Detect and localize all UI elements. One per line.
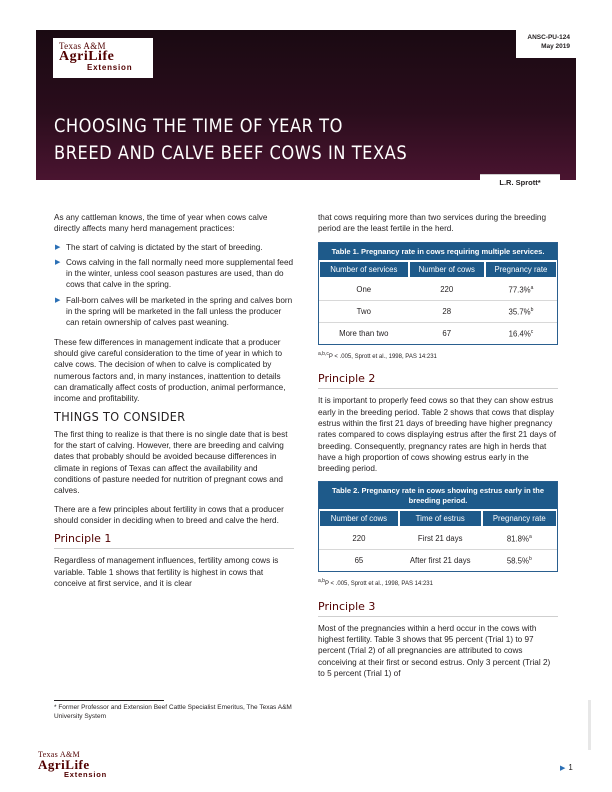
table-header-cell: Time of estrus	[400, 511, 481, 526]
bullet-arrow-icon: ▶	[55, 243, 61, 251]
title-line-2: BREED AND CALVE BEEF COWS IN TEXAS	[54, 143, 408, 164]
bullet-arrow-icon: ▶	[55, 296, 61, 304]
table-2	[318, 481, 558, 572]
margin-bar	[588, 700, 591, 750]
principle-2-heading: Principle 2	[318, 373, 558, 389]
author-label: L.R. Sprott*	[480, 174, 560, 190]
bullet-arrow-icon: ▶	[55, 258, 61, 266]
principle-1-heading: Principle 1	[54, 533, 294, 549]
logo-text-line3: Extension	[87, 63, 133, 72]
intro-paragraph: As any cattleman knows, the time of year when cows calve directly affects many herd management practices:	[54, 213, 268, 234]
table-header-cell: Number of cows	[410, 262, 484, 277]
logo-text-line1: Texas A&M	[38, 750, 80, 759]
table-2-title: Table 2. Pregnancy rate in cows showing estrus early in the breeding period.	[319, 482, 557, 509]
table-row: Two 28 35.7%$^b$	[319, 300, 557, 322]
things-paragraph-1: The first thing to realize is that there is no single date that is best for the start of calving. However, there are breeding and calving dates that probably should be avoided because differences in climate in regions of Texas can affect the availability and conditions of pasture needed for nutrition of pregnant cows and calves.	[54, 429, 288, 496]
author-footnote: * Former Professor and Extension Beef Cattle Specialist Emeritus, The Texas A&M University System	[54, 704, 292, 720]
table-2-note: $^{a,b}$P < .005, Sprott et al., 1998, PAS 14:231	[318, 578, 433, 588]
footnote-divider	[54, 700, 164, 701]
publication-code: ANSC-PU-124	[527, 34, 570, 41]
list-item: ▶ Cows calving in the fall normally need more supplemental feed in the winter, unless cool season pastures are used, than do cows that calve in the spring.	[55, 257, 294, 290]
page-arrow-icon: ▶	[560, 765, 566, 772]
title-line-1: CHOOSING THE TIME OF YEAR TO	[54, 116, 343, 137]
table-header-cell: Pregnancy rate	[483, 511, 556, 526]
table-row: 65 After first 21 days 58.5%$^b$	[319, 550, 557, 571]
continued-paragraph: that cows requiring more than two services during the breeding period are the least fertile in the herd.	[318, 213, 547, 234]
table-1-title: Table 1. Pregnancy rate in cows requiring multiple services.	[319, 243, 557, 261]
list-item: ▶ Fall-born calves will be marketed in the spring and calves born in the spring will be marketed in the fall unless the producer can retain ownership of calves past weaning.	[55, 295, 293, 328]
table-header-cell: Number of services	[320, 262, 408, 277]
publication-date: May 2019	[541, 43, 570, 50]
table-1	[318, 242, 558, 345]
page-number: ▶ 1	[560, 763, 573, 772]
document-title	[54, 113, 441, 167]
right-column	[318, 212, 558, 686]
table-header-cell: Number of cows	[320, 511, 398, 526]
principle-3-text: Most of the pregnancies within a herd occur in the cows with highest fertility. Table 3 shows that 95 percent (Trial 1) to 97 percent (Trial 2) of all pregnancies are attributed to cows conceiving at their first or second estrus. Only 3 percent (Trial 2) to 5 percent (Trial 1) of	[318, 623, 551, 678]
table-row: 220 First 21 days 81.8%$^a$	[352, 534, 532, 545]
things-paragraph-2: There are a few principles about fertility in cows that a producer should consider in deciding when to breed and calve the herd.	[54, 504, 284, 525]
management-bullet-list	[55, 242, 294, 329]
things-to-consider-heading: THINGS TO CONSIDER	[54, 409, 186, 425]
left-column	[54, 212, 294, 596]
principle-2-text: It is important to properly feed cows so that they can show estrus early in the breeding period. Table 2 shows that cows that display estrus within the first 21 days of breeding have higher pregnancy rates compared to cows displaying estrus after the first 21 days of breeding. Consequently, pregnancy rates are high in herds that have a high proportion of cows showing estrus early in the breeding period.	[318, 396, 557, 474]
management-paragraph: These few differences in management indicate that a producer should give careful consideration to the time of year in which to calve cows. The decision of when to calve is complicated by numerous factors and, in many instances, inattention to details can dramatically affect costs of production, animal performance, income and profitability.	[54, 337, 286, 404]
logo-text-line2: AgriLife	[38, 757, 90, 772]
publication-info	[516, 30, 576, 58]
table-row: More than two 67 16.4%$^c$	[319, 322, 557, 343]
agrilife-logo	[53, 38, 153, 78]
logo-text-line2: AgriLife	[59, 49, 115, 64]
table-row: One 220 77.3%$^a$	[356, 284, 534, 295]
principle-1-text: Regardless of management influences, fertility among cows is variable. Table 1 shows that fertility is highest in cows that conceive at first service, and it is clear	[54, 556, 279, 589]
table-header-cell: Pregnancy rate	[486, 262, 556, 277]
header-banner	[36, 30, 576, 180]
logo-text-line1: Texas A&M	[59, 41, 106, 51]
table-1-note: $^{a,b,c}$P < .005, Sprott et al., 1998, PAS 14:231	[318, 350, 437, 360]
footer-agrilife-logo	[38, 750, 118, 784]
list-item: ▶ The start of calving is dictated by the start of breeding.	[55, 242, 263, 252]
logo-text-line3: Extension	[64, 770, 108, 779]
principle-3-heading: Principle 3	[318, 601, 558, 617]
